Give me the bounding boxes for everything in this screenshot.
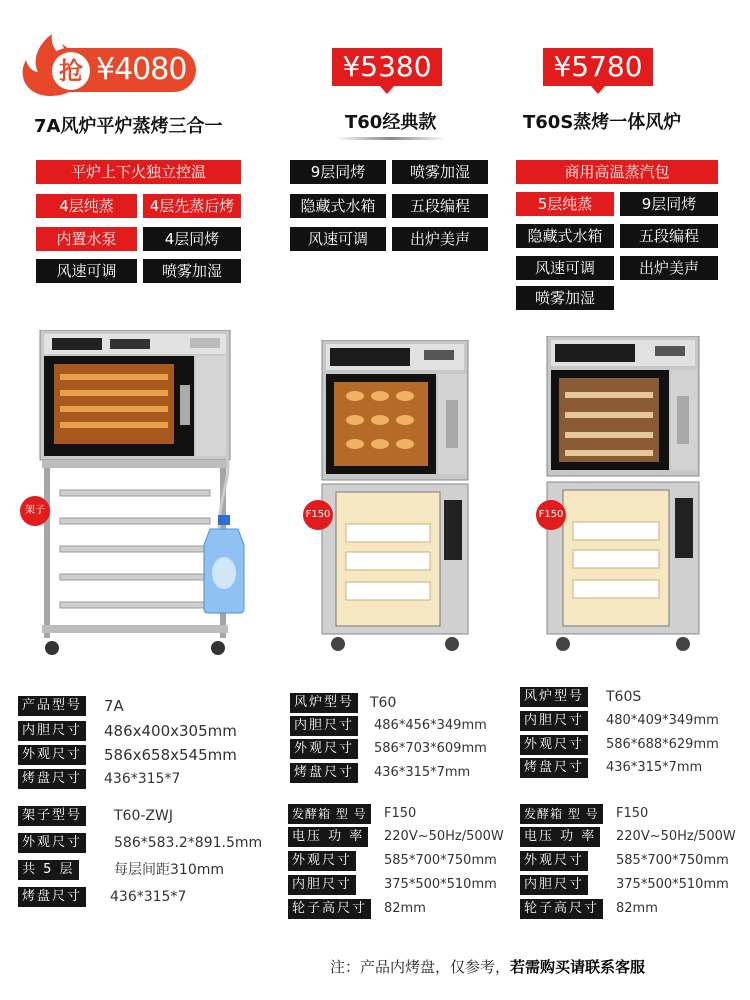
feature-tag: 风速可调 <box>36 259 137 283</box>
spec-value: 586x658x545mm <box>104 746 237 764</box>
oven-illustration <box>545 336 705 652</box>
spec-label: 烤盘尺寸 <box>18 769 86 789</box>
feature-tag: 4层先蒸后烤 <box>143 194 241 218</box>
spec-label: 内胆尺寸 <box>520 711 588 731</box>
proofer-badge: F150 <box>536 500 566 530</box>
spec-value: 82mm <box>616 901 658 916</box>
price-tag-t60s: ¥5780 <box>543 48 653 86</box>
price-tag-t60: ¥5380 <box>332 48 442 86</box>
price-value: ¥4080 <box>46 48 196 92</box>
spec-label: 外观尺寸 <box>520 851 588 871</box>
feature-tag: 9层同烤 <box>290 160 386 184</box>
water-jug-icon <box>200 515 248 615</box>
feature-tag: 喷雾加湿 <box>143 259 241 283</box>
spec-label: 外观尺寸 <box>288 851 356 871</box>
feature-tag: 喷雾加湿 <box>392 160 488 184</box>
footnote <box>330 956 645 977</box>
feature-tag: 4层纯蒸 <box>36 194 137 218</box>
spec-value: 每层间距310mm <box>114 862 224 878</box>
spec-value: 220V~50Hz/500W <box>384 829 504 844</box>
spec-label: 外观尺寸 <box>18 833 86 853</box>
feature-tag: 隐藏式水箱 <box>290 194 386 218</box>
footnote-text: 注：产品内烤盘，仅参考， <box>330 958 511 976</box>
feature-tag: 五段编程 <box>392 194 488 218</box>
spec-value: 486*456*349mm <box>374 718 487 733</box>
spec-value: T60-ZWJ <box>114 808 173 824</box>
feature-tag: 五段编程 <box>620 224 718 248</box>
stand-badge: 架子 <box>20 496 50 526</box>
oven-t60s-image <box>545 336 705 652</box>
feature-tag: 出炉美声 <box>620 256 718 280</box>
spec-value: 586*583.2*891.5mm <box>114 835 263 851</box>
spec-label: 外观尺寸 <box>290 739 358 759</box>
product-title: T60经典款 <box>345 108 436 134</box>
spec-label: 烤盘尺寸 <box>290 763 358 783</box>
spec-label: 轮子高尺寸 <box>520 899 603 919</box>
feature-tag: 商用高温蒸汽包 <box>516 160 718 184</box>
spec-label: 烤盘尺寸 <box>18 887 86 907</box>
oven-t60-image <box>320 340 470 652</box>
spec-label: 内胆尺寸 <box>520 875 588 895</box>
spec-value: 436*315*7 <box>104 771 181 787</box>
spec-label: 内胆尺寸 <box>288 875 356 895</box>
feature-tag: 隐藏式水箱 <box>516 224 614 248</box>
spec-label: 电压 功 率 <box>288 827 368 847</box>
grab-badge: 抢 <box>52 52 90 90</box>
spec-label: 架子型号 <box>18 806 86 826</box>
spec-value: 82mm <box>384 901 426 916</box>
spec-label: 产品型号 <box>18 696 86 716</box>
footnote-contact: 若需购买请联系客服 <box>510 958 646 976</box>
feature-tag: 5层纯蒸 <box>516 192 614 216</box>
product-title: T60S蒸烤一体风炉 <box>523 112 682 133</box>
spec-value: 375*500*510mm <box>384 877 497 892</box>
spec-value: F150 <box>384 806 417 821</box>
spec-label: 内胆尺寸 <box>18 721 86 741</box>
feature-tag: 9层同烤 <box>620 192 718 216</box>
spec-label: 发酵箱 型 号 <box>288 804 371 824</box>
spec-value: 375*500*510mm <box>616 877 729 892</box>
spec-value: 436*315*7 <box>110 889 187 905</box>
spec-label: 外观尺寸 <box>18 745 86 765</box>
feature-tag: 平炉上下火独立控温 <box>36 160 241 184</box>
feature-tag: 内置水泵 <box>36 227 137 251</box>
spec-label: 发酵箱 型 号 <box>520 804 603 824</box>
spec-value: 480*409*349mm <box>606 713 719 728</box>
spec-label: 电压 功 率 <box>520 827 600 847</box>
feature-tag: 喷雾加湿 <box>516 286 614 310</box>
spec-label: 外观尺寸 <box>520 735 588 755</box>
spec-label: 轮子高尺寸 <box>288 899 371 919</box>
spec-value: 220V~50Hz/500W <box>616 829 736 844</box>
feature-tag: 风速可调 <box>516 256 614 280</box>
product-title: 7A风炉平炉蒸烤三合一 <box>34 116 223 137</box>
spec-value: 436*315*7mm <box>374 765 471 780</box>
spec-label: 烤盘尺寸 <box>520 758 588 778</box>
spec-value: 436*315*7mm <box>606 760 703 775</box>
spec-value: 486x400x305mm <box>104 722 237 740</box>
spec-value: 7A <box>104 697 124 715</box>
spec-value: T60S <box>606 689 642 705</box>
spec-value: F150 <box>616 806 649 821</box>
price-tag-7a <box>18 44 198 96</box>
feature-tag: 4层同烤 <box>143 227 241 251</box>
spec-value: 586*703*609mm <box>374 741 487 756</box>
feature-tag: 风速可调 <box>290 227 386 251</box>
spec-label: 风炉型号 <box>290 693 358 713</box>
spec-label: 共 5 层 <box>18 860 79 880</box>
spec-value: 585*700*750mm <box>384 853 497 868</box>
feature-tag: 出炉美声 <box>392 227 488 251</box>
spec-value: 585*700*750mm <box>616 853 729 868</box>
spec-label: 风炉型号 <box>520 687 588 707</box>
spec-label: 内胆尺寸 <box>290 716 358 736</box>
proofer-badge: F150 <box>303 500 333 530</box>
spec-value: 586*688*629mm <box>606 737 719 752</box>
oven-illustration <box>320 340 470 652</box>
spec-value: T60 <box>370 695 397 711</box>
